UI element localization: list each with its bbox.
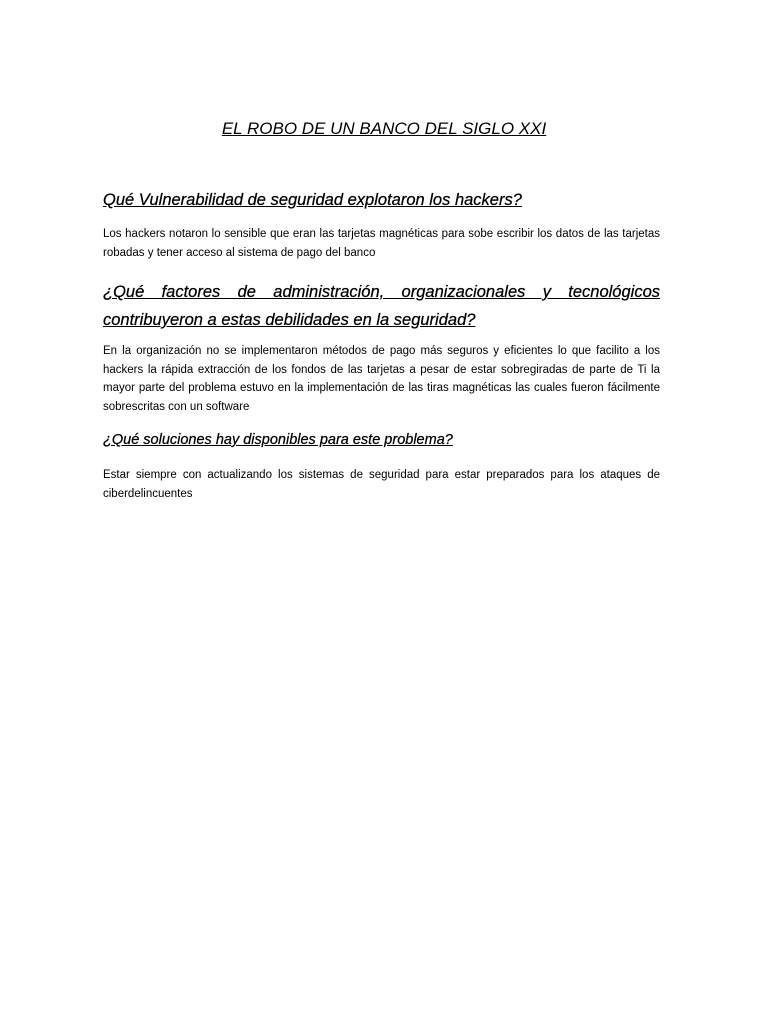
answer-solutions: Estar siempre con actualizando los sistemas de seguridad para estar preparados para los ataques de ciberdelincuentes bbox=[103, 469, 660, 500]
question-solutions: ¿Qué soluciones hay disponibles para este problema? bbox=[103, 432, 453, 448]
document-title: EL ROBO DE UN BANCO DEL SIGLO XXI bbox=[221, 119, 547, 138]
answer-vulnerability: Los hackers notaron lo sensible que eran las tarjetas magnéticas para sobe escribir los datos de las tarjetas robadas y tener acceso al sistema de pago del banco bbox=[103, 228, 660, 259]
question-vulnerability: Qué Vulnerabilidad de seguridad explotaron los hackers? bbox=[103, 191, 522, 209]
question-contributing-factors: ¿Qué factores de administración, organizacionales y tecnológicos contribuyeron a estas debilidades en la seguridad? bbox=[103, 283, 660, 329]
answer-contributing-factors: En la organización no se implementaron métodos de pago más seguros y eficientes lo que facilito a los hackers la rápida extracción de los fondos de las tarjetas a pesar de estar sobregiradas de parte de Ti la mayor parte del problema estuvo en la implementación de las tiras magnéticas las cuales fueron fácilmente sobrescritas con un software bbox=[103, 345, 660, 413]
